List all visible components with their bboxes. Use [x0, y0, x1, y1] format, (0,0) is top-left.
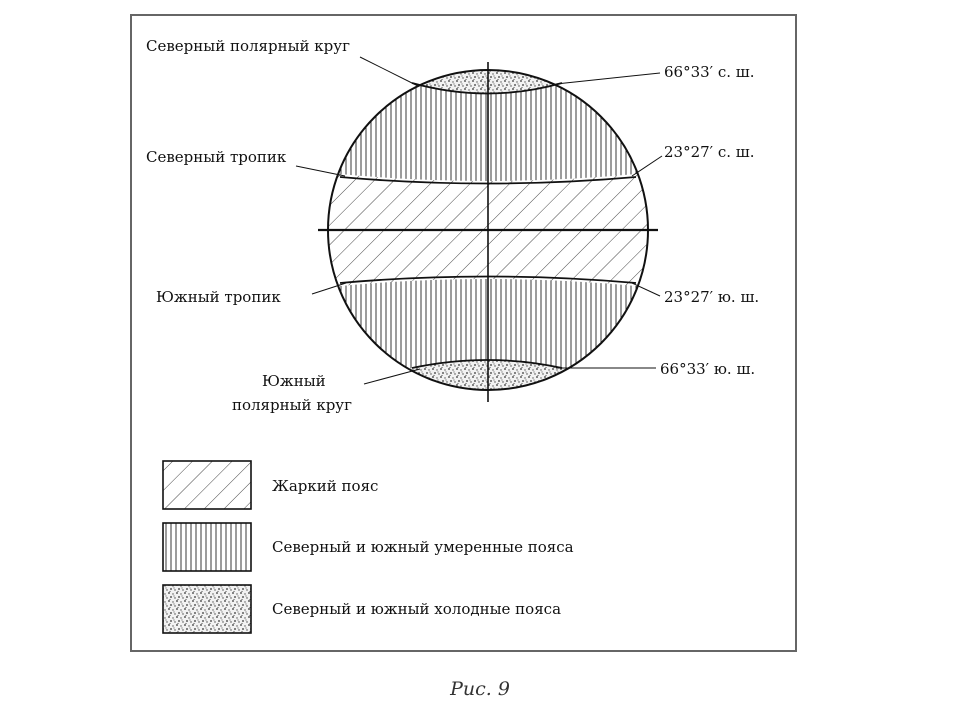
leader-south-polar [364, 369, 420, 384]
legend-swatch-temperate [163, 523, 251, 571]
label-south-tropic: Южный тропик [156, 288, 281, 306]
legend-label-cold: Северный и южный холодные пояса [272, 600, 562, 618]
label-south-polar-line1: Южный [262, 372, 326, 390]
label-south-polar-lat: 66°33′ ю. ш. [660, 360, 756, 378]
leader-north-tropic [296, 166, 345, 176]
label-north-tropic: Северный тропик [146, 148, 287, 166]
legend-swatch-cold [163, 585, 251, 633]
leader-north-tropic-lat [632, 156, 662, 176]
label-north-polar-lat: 66°33′ с. ш. [664, 63, 755, 81]
figure-caption: Рис. 9 [450, 678, 510, 700]
label-south-tropic-lat: 23°27′ ю. ш. [664, 288, 760, 306]
legend [163, 461, 574, 633]
leader-north-polar [360, 57, 418, 86]
legend-swatch-hot [163, 461, 251, 509]
label-south-polar-line2: полярный круг [232, 396, 352, 414]
label-north-polar-circle: Северный полярный круг [146, 37, 350, 55]
legend-label-temperate: Северный и южный умеренные пояса [272, 538, 574, 556]
legend-label-hot: Жаркий пояс [272, 477, 379, 495]
label-north-tropic-lat: 23°27′ с. ш. [664, 143, 755, 161]
leader-north-polar-lat [556, 73, 660, 84]
